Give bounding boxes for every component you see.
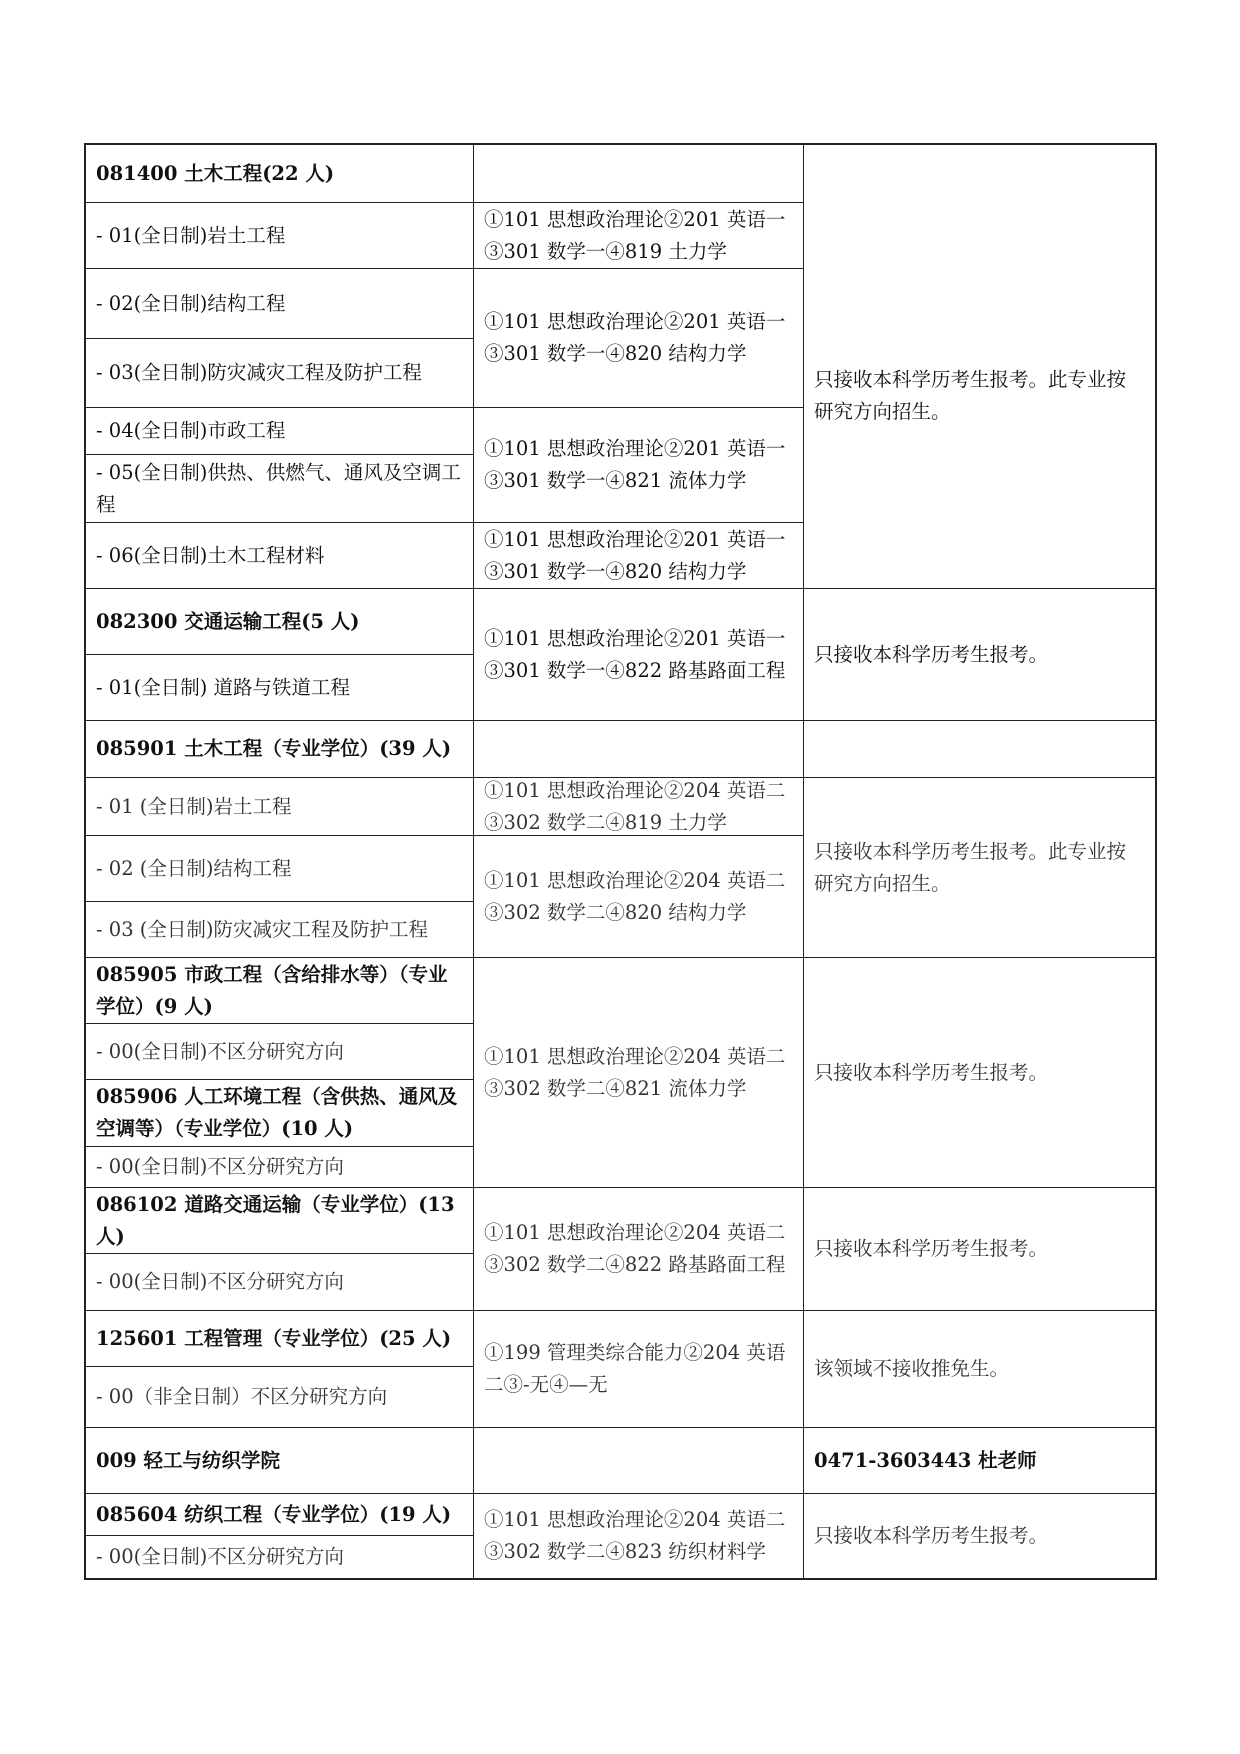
exam-subjects: ①101 思想政治理论②204 英语二③302 数学二④823 纺织材料学 (484, 1508, 786, 1563)
exam-subjects: ①101 思想政治理论②201 英语一③301 数学一④822 路基路面工程 (484, 626, 786, 682)
direction-row: - 02(全日制)结构工程 (96, 291, 286, 315)
direction-row: - 06(全日制)土木工程材料 (96, 543, 325, 567)
college-title: 009 轻工与纺织学院 (96, 1448, 280, 1472)
direction-row: - 01 (全日制)岩土工程 (96, 794, 292, 818)
exam-subjects: ①101 思想政治理论②204 英语二③302 数学二④822 路基路面工程 (484, 1221, 786, 1276)
major-title: 082300 交通运输工程(5 人) (96, 609, 360, 633)
direction-row: - 00(全日制)不区分研究方向 (96, 1039, 344, 1063)
direction-row: - 00(全日制)不区分研究方向 (96, 1155, 344, 1178)
exam-subjects: ①101 思想政治理论②201 英语一③301 数学一④820 结构力学 (484, 527, 786, 583)
major-title: 085906 人工环境工程（含供热、通风及空调等）（专业学位）(10 人) (96, 1085, 458, 1140)
major-title: 085604 纺织工程（专业学位）(19 人) (96, 1502, 452, 1526)
direction-row: - 04(全日制)市政工程 (96, 419, 286, 442)
direction-row: - 03 (全日制)防灾减灾工程及防护工程 (96, 917, 429, 941)
remarks: 只接收本科学历考生报考。此专业按研究方向招生。 (814, 839, 1127, 895)
direction-row: - 03(全日制)防灾减灾工程及防护工程 (96, 361, 422, 384)
direction-row: - 00（非全日制）不区分研究方向 (96, 1385, 388, 1408)
major-title: 086102 道路交通运输（专业学位）(13 人) (96, 1192, 455, 1248)
direction-row: - 02 (全日制)结构工程 (96, 856, 292, 880)
direction-row: - 05(全日制)供热、供燃气、通风及空调工程 (96, 460, 461, 516)
table-border (84, 1578, 1157, 1580)
direction-row: - 01(全日制) 道路与铁道工程 (96, 675, 351, 699)
contact-info: 0471-3603443 杜老师 (814, 1448, 1037, 1472)
major-title: 085905 市政工程（含给排水等）（专业学位）(9 人) (96, 962, 448, 1018)
major-title: 125601 工程管理（专业学位）(25 人) (96, 1326, 452, 1350)
remarks: 该领域不接收推免生。 (814, 1357, 1010, 1380)
major-title: 085901 土木工程（专业学位）(39 人) (96, 737, 452, 760)
direction-row: - 00(全日制)不区分研究方向 (96, 1545, 344, 1568)
exam-subjects: ①101 思想政治理论②201 英语一③301 数学一④821 流体力学 (484, 437, 786, 492)
exam-subjects: ①101 思想政治理论②201 英语一③301 数学一④820 结构力学 (484, 310, 786, 365)
exam-subjects: ①101 思想政治理论②204 英语二③302 数学二④820 结构力学 (484, 868, 786, 924)
remarks: 只接收本科学历考生报考。 (814, 1237, 1049, 1260)
exam-subjects: ①199 管理类综合能力②204 英语二③-无④—无 (484, 1341, 786, 1396)
direction-row: - 01(全日制)岩土工程 (96, 223, 286, 247)
major-title: 081400 土木工程(22 人) (96, 161, 335, 185)
remarks: 只接收本科学历考生报考。 (814, 1524, 1049, 1547)
exam-subjects: ①101 思想政治理论②204 英语二③302 数学二④821 流体力学 (484, 1044, 786, 1100)
remarks: 只接收本科学历考生报考。 (814, 642, 1049, 666)
direction-row: - 00(全日制)不区分研究方向 (96, 1270, 344, 1293)
remarks: 只接收本科学历考生报考。此专业按研究方向招生。 (814, 367, 1127, 423)
remarks: 只接收本科学历考生报考。 (814, 1060, 1049, 1084)
admissions-table (84, 143, 1157, 1580)
table-border (1155, 143, 1157, 1580)
exam-subjects: ①101 思想政治理论②201 英语一③301 数学一④819 土力学 (484, 207, 786, 263)
exam-subjects: ①101 思想政治理论②204 英语二③302 数学二④819 土力学 (484, 778, 786, 834)
